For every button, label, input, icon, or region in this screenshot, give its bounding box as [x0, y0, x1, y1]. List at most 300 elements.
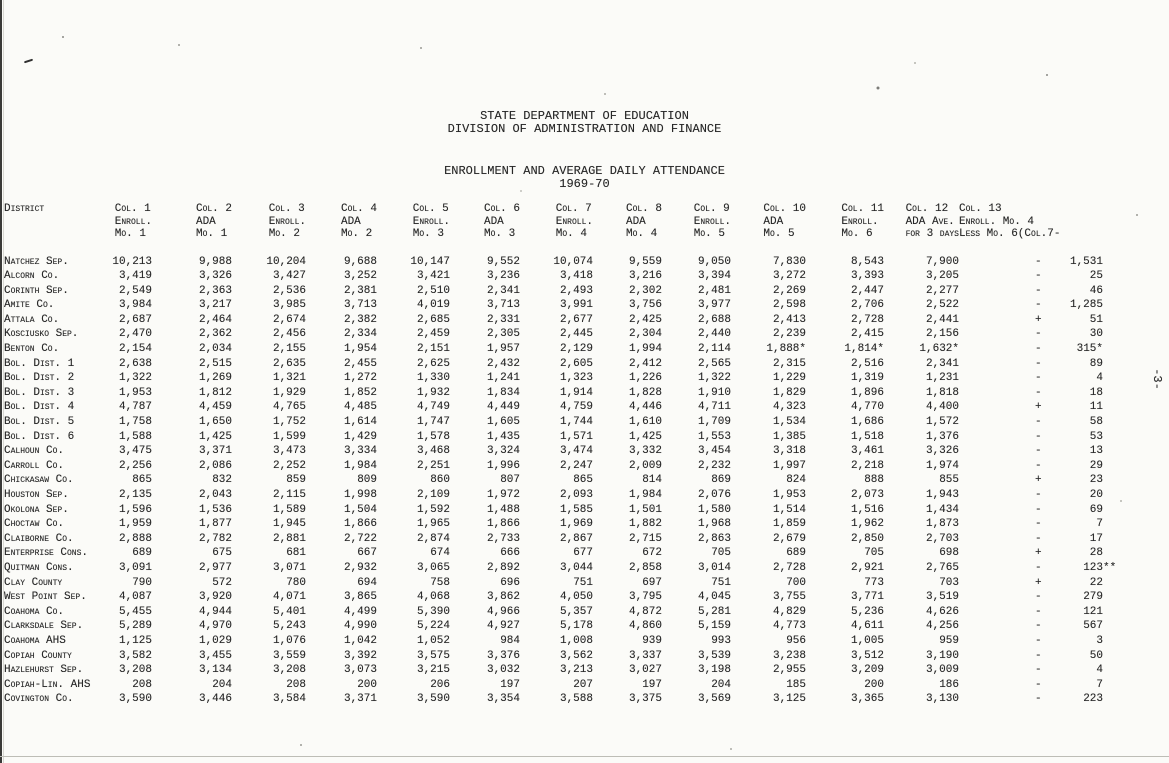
value-cell: 2,412 — [628, 357, 662, 370]
diff-value-cell: 4 — [1096, 664, 1103, 677]
value-cell: 3,446 — [198, 693, 232, 706]
diff-sign-cell: - — [1035, 620, 1042, 633]
diff-value-cell: 53 — [1089, 430, 1103, 443]
value-cell: 2,315 — [772, 357, 806, 370]
value-cell: 186 — [939, 678, 959, 691]
value-cell: 1,536 — [198, 503, 232, 516]
value-cell: 2,043 — [198, 489, 232, 501]
column-header-1: Col. 1 Enroll. Mo. 1 — [114, 203, 152, 240]
value-cell: 1,932 — [416, 386, 450, 399]
value-cell: 1,758 — [118, 416, 152, 429]
value-cell: 956 — [786, 634, 806, 647]
value-cell: 705 — [711, 547, 731, 560]
value-cell: 1,269 — [198, 372, 232, 385]
value-cell: 2,722 — [343, 532, 377, 545]
table-row — [4, 371, 1163, 386]
value-cell: 2,302 — [628, 284, 662, 297]
value-cell: 1,231 — [925, 372, 959, 385]
diff-note-cell — [1103, 269, 1163, 284]
district-cell: Enterprise Cons. — [4, 547, 89, 560]
diff-sign-cell: - — [1035, 678, 1042, 691]
diff-value-cell: 13 — [1089, 445, 1103, 458]
value-cell: 1,229 — [772, 372, 806, 385]
value-cell: 4,860 — [628, 620, 662, 633]
value-cell: 4,749 — [416, 401, 450, 414]
value-cell: 4,970 — [198, 620, 232, 633]
value-cell: 4,068 — [416, 591, 450, 604]
value-cell: 2,441 — [925, 313, 959, 326]
value-cell: 780 — [286, 576, 306, 589]
value-cell: 2,874 — [416, 532, 450, 545]
value-cell: 1,571 — [559, 430, 593, 443]
value-cell: 4,787 — [118, 401, 152, 414]
value-cell: 4,966 — [486, 605, 520, 618]
district-cell: Okolona Sep. — [4, 503, 69, 516]
value-cell: 2,858 — [628, 561, 662, 574]
district-cell: Chickasaw Co. — [4, 474, 74, 487]
value-cell: 4,711 — [697, 401, 731, 414]
value-cell: 2,155 — [272, 343, 306, 356]
value-cell: 1,596 — [118, 503, 152, 516]
value-cell: 4,759 — [559, 401, 593, 414]
diff-sign-cell: - — [1035, 591, 1042, 604]
value-cell: 674 — [430, 547, 450, 560]
value-cell: 2,363 — [198, 284, 232, 297]
value-cell: 2,432 — [486, 357, 520, 370]
column-header-8: Col. 8 ADA Mo. 4 — [625, 203, 662, 240]
value-cell: 1,052 — [416, 634, 450, 647]
value-cell: 1,005 — [850, 634, 884, 647]
value-cell: 694 — [357, 576, 377, 589]
value-cell: 1,943 — [925, 489, 959, 501]
col13-spacer — [959, 298, 1035, 313]
col13-spacer — [959, 619, 1035, 634]
value-cell: 3,991 — [559, 299, 593, 312]
value-cell: 2,635 — [272, 357, 306, 370]
value-cell: 3,468 — [416, 445, 450, 458]
value-cell: 4,829 — [772, 605, 806, 618]
value-cell: 3,365 — [850, 693, 884, 706]
diff-sign-cell: + — [1035, 474, 1042, 487]
table-row — [4, 342, 1163, 357]
value-cell: 2,076 — [697, 489, 731, 501]
value-cell: 3,326 — [925, 445, 959, 458]
value-cell: 3,044 — [559, 561, 593, 574]
value-cell: 2,334 — [343, 328, 377, 341]
value-cell: 3,134 — [198, 664, 232, 677]
value-cell: 3,009 — [925, 664, 959, 677]
diff-note-cell — [1103, 619, 1163, 634]
value-cell: 1,744 — [559, 416, 593, 429]
table-row — [4, 488, 1163, 503]
district-cell: Carroll Co. — [4, 459, 65, 472]
value-cell: 9,050 — [697, 255, 731, 268]
diff-note-cell — [1103, 576, 1163, 591]
value-cell: 3,862 — [486, 591, 520, 604]
table-row — [4, 532, 1163, 547]
value-cell: 689 — [132, 547, 152, 560]
diff-note-cell — [1103, 430, 1163, 445]
diff-sign-cell: - — [1035, 503, 1042, 516]
district-cell: Benton Co. — [4, 343, 60, 356]
value-cell: 3,393 — [850, 270, 884, 283]
value-cell: 5,281 — [697, 605, 731, 618]
value-cell: 2,493 — [559, 284, 593, 297]
col13-spacer — [959, 357, 1035, 372]
value-cell: 1,425 — [628, 430, 662, 443]
value-cell: 1,984 — [343, 459, 377, 472]
value-cell: 3,332 — [628, 445, 662, 458]
diff-note-cell — [1103, 327, 1163, 342]
value-cell: 5,357 — [559, 605, 593, 618]
value-cell: 1,866 — [486, 518, 520, 531]
value-cell: 3,559 — [272, 649, 306, 662]
value-cell: 1,866 — [343, 518, 377, 531]
district-cell: Houston Sep. — [4, 489, 69, 501]
value-cell: 2,247 — [559, 459, 593, 472]
diff-sign-cell: - — [1035, 430, 1042, 443]
district-cell: Claiborne Co. — [4, 532, 74, 545]
diff-sign-cell: + — [1035, 547, 1042, 560]
district-column-header: District — [4, 203, 45, 215]
value-cell: 1,812 — [198, 386, 232, 399]
table-row — [4, 619, 1163, 634]
col13-spacer — [959, 576, 1035, 591]
value-cell: 2,522 — [925, 299, 959, 312]
value-cell: 3,512 — [850, 649, 884, 662]
division-title: DIVISION OF ADMINISTRATION AND FINANCE — [447, 122, 722, 136]
value-cell: 1,968 — [697, 518, 731, 531]
value-cell: 3,252 — [343, 270, 377, 283]
value-cell: 7,830 — [772, 255, 806, 268]
value-cell: 5,224 — [416, 620, 450, 633]
value-cell: 2,679 — [772, 532, 806, 545]
diff-note-cell — [1103, 532, 1163, 547]
value-cell: 2,456 — [272, 328, 306, 341]
value-cell: 675 — [212, 547, 232, 560]
value-cell: 5,401 — [272, 605, 306, 618]
value-cell: 200 — [357, 678, 377, 691]
value-cell: 3,421 — [416, 270, 450, 283]
col13-spacer — [959, 313, 1035, 328]
value-cell: 2,782 — [198, 532, 232, 545]
value-cell: 3,324 — [486, 445, 520, 458]
district-cell: Alcorn Co. — [4, 270, 60, 283]
agency-title: STATE DEPARTMENT OF EDUCATION — [480, 109, 689, 123]
value-cell: 700 — [786, 576, 806, 589]
diff-value-cell: 58 — [1089, 416, 1103, 429]
value-cell: 1,972 — [486, 489, 520, 501]
value-cell: 1,954 — [343, 343, 377, 356]
value-cell: 4,050 — [559, 591, 593, 604]
value-cell: 10,204 — [266, 255, 306, 268]
value-cell: 689 — [786, 547, 806, 560]
value-cell: 2,341 — [925, 357, 959, 370]
value-cell: 4,770 — [850, 401, 884, 414]
diff-sign-cell: - — [1035, 664, 1042, 677]
value-cell: 3,519 — [925, 591, 959, 604]
value-cell: 2,073 — [850, 489, 884, 501]
value-cell: 2,728 — [772, 561, 806, 574]
value-cell: 705 — [864, 547, 884, 560]
value-cell: 2,605 — [559, 357, 593, 370]
document-header — [0, 110, 1169, 136]
table-row — [4, 284, 1163, 299]
value-cell: 2,549 — [118, 284, 152, 297]
value-cell: 1,029 — [198, 634, 232, 647]
value-cell: 1,888* — [766, 343, 806, 356]
value-cell: 1,322 — [697, 372, 731, 385]
diff-value-cell: 28 — [1089, 547, 1103, 560]
school-year: 1969-70 — [559, 177, 610, 191]
diff-sign-cell: - — [1035, 416, 1042, 429]
value-cell: 1,585 — [559, 503, 593, 516]
col13-spacer — [959, 546, 1035, 561]
value-cell: 666 — [500, 547, 520, 560]
diff-value-cell: 17 — [1089, 532, 1103, 545]
value-cell: 4,446 — [628, 401, 662, 414]
value-cell: 2,154 — [118, 343, 152, 356]
value-cell: 1,599 — [272, 430, 306, 443]
value-cell: 4,045 — [697, 591, 731, 604]
value-cell: 9,688 — [343, 255, 377, 268]
district-cell: Kosciusko Sep. — [4, 328, 79, 341]
diff-value-cell: 3 — [1096, 634, 1103, 647]
value-cell: 1,945 — [272, 518, 306, 531]
diff-note-cell — [1103, 415, 1163, 430]
diff-sign-cell: - — [1035, 445, 1042, 458]
value-cell: 1,873 — [925, 518, 959, 531]
value-cell: 3,713 — [486, 299, 520, 312]
value-cell: 3,584 — [272, 693, 306, 706]
value-cell: 2,232 — [697, 459, 731, 472]
value-cell: 2,728 — [850, 313, 884, 326]
district-cell: Bol. Dist. 2 — [4, 372, 75, 385]
value-cell: 698 — [939, 547, 959, 560]
value-cell: 860 — [430, 474, 450, 487]
value-cell: 855 — [939, 474, 959, 487]
value-cell: 2,331 — [486, 313, 520, 326]
diff-note-cell — [1103, 371, 1163, 386]
diff-value-cell: 51 — [1089, 313, 1103, 326]
value-cell: 3,539 — [697, 649, 731, 662]
value-cell: 807 — [500, 474, 520, 487]
district-cell: Bol. Dist. 6 — [4, 430, 75, 443]
value-cell: 208 — [286, 678, 306, 691]
value-cell: 2,114 — [697, 343, 731, 356]
table-row — [4, 678, 1163, 693]
value-cell: 4,773 — [772, 620, 806, 633]
value-cell: 2,135 — [118, 489, 152, 501]
diff-note-cell — [1103, 298, 1163, 313]
value-cell: 1,852 — [343, 386, 377, 399]
value-cell: 1,434 — [925, 503, 959, 516]
value-cell: 2,625 — [416, 357, 450, 370]
value-cell: 197 — [642, 678, 662, 691]
col13-spacer — [959, 371, 1035, 386]
value-cell: 3,984 — [118, 299, 152, 312]
value-cell: 9,552 — [486, 255, 520, 268]
value-cell: 3,392 — [343, 649, 377, 662]
diff-value-cell: 123 — [1083, 561, 1103, 574]
value-cell: 1,226 — [628, 372, 662, 385]
col13-spacer — [959, 269, 1035, 284]
diff-sign-cell: - — [1035, 693, 1042, 706]
value-cell: 1,516 — [850, 503, 884, 516]
value-cell: 984 — [500, 634, 520, 647]
value-cell: 572 — [212, 576, 232, 589]
value-cell: 2,459 — [416, 328, 450, 341]
value-cell: 2,536 — [272, 284, 306, 297]
value-cell: 1,962 — [850, 518, 884, 531]
value-cell: 3,318 — [772, 445, 806, 458]
diff-sign-cell: + — [1035, 576, 1042, 589]
value-cell: 2,715 — [628, 532, 662, 545]
value-cell: 4,944 — [198, 605, 232, 618]
table-row — [4, 561, 1163, 576]
value-cell: 1,589 — [272, 503, 306, 516]
value-cell: 959 — [939, 634, 959, 647]
value-cell: 3,427 — [272, 270, 306, 283]
diff-value-cell: 18 — [1089, 386, 1103, 399]
value-cell: 10,074 — [553, 255, 593, 268]
value-cell: 2,381 — [343, 284, 377, 297]
column-header-7: Col. 7 Enroll. Mo. 4 — [555, 203, 593, 240]
value-cell: 3,334 — [343, 445, 377, 458]
value-cell: 2,425 — [628, 313, 662, 326]
value-cell: 3,337 — [628, 649, 662, 662]
column-header-9: Col. 9 Enroll. Mo. 5 — [693, 203, 731, 240]
value-cell: 2,733 — [486, 532, 520, 545]
value-cell: 3,461 — [850, 445, 884, 458]
value-cell: 1,321 — [272, 372, 306, 385]
col13-spacer — [959, 517, 1035, 532]
table-row — [4, 473, 1163, 488]
value-cell: 7,900 — [925, 255, 959, 268]
diff-note-cell — [1103, 459, 1163, 474]
diff-sign-cell: - — [1035, 284, 1042, 297]
district-cell: Corinth Sep. — [4, 284, 69, 297]
table-row — [4, 546, 1163, 561]
value-cell: 5,289 — [118, 620, 152, 633]
value-cell: 1,828 — [628, 386, 662, 399]
diff-value-cell: 89 — [1089, 357, 1103, 370]
diff-note-cell — [1103, 357, 1163, 372]
diff-note-cell — [1103, 400, 1163, 415]
diff-value-cell: 25 — [1089, 270, 1103, 283]
table-row — [4, 576, 1163, 591]
diff-note-cell — [1103, 284, 1163, 299]
value-cell: 1,998 — [343, 489, 377, 501]
value-cell: 4,499 — [343, 605, 377, 618]
value-cell: 3,091 — [118, 561, 152, 574]
value-cell: 703 — [939, 576, 959, 589]
value-cell: 2,888 — [118, 532, 152, 545]
value-cell: 2,415 — [850, 328, 884, 341]
col13-spacer — [959, 459, 1035, 474]
col13-spacer — [959, 649, 1035, 664]
diff-sign-cell: - — [1035, 270, 1042, 283]
value-cell: 5,243 — [272, 620, 306, 633]
value-cell: 2,362 — [198, 328, 232, 341]
value-cell: 1,504 — [343, 503, 377, 516]
value-cell: 9,559 — [628, 255, 662, 268]
diff-value-cell: 46 — [1089, 284, 1103, 297]
col13-spacer — [959, 488, 1035, 503]
value-cell: 824 — [786, 474, 806, 487]
value-cell: 2,304 — [628, 328, 662, 341]
value-cell: 1,376 — [925, 430, 959, 443]
value-cell: 993 — [711, 634, 731, 647]
value-cell: 4,449 — [486, 401, 520, 414]
district-cell: Choctaw Co. — [4, 518, 65, 531]
value-cell: 1,272 — [343, 372, 377, 385]
value-cell: 2,481 — [697, 284, 731, 297]
value-cell: 1,709 — [697, 416, 731, 429]
diff-sign-cell: + — [1035, 313, 1042, 326]
report-header — [0, 165, 1169, 191]
col13-spacer — [959, 605, 1035, 620]
value-cell: 1,580 — [697, 503, 731, 516]
column-header-3: Col. 3 Enroll. Mo. 2 — [268, 203, 306, 240]
value-cell: 4,872 — [628, 605, 662, 618]
diff-value-cell: 50 — [1089, 649, 1103, 662]
value-cell: 751 — [573, 576, 593, 589]
value-cell: 2,086 — [198, 459, 232, 472]
value-cell: 758 — [430, 576, 450, 589]
value-cell: 3,771 — [850, 591, 884, 604]
value-cell: 3,125 — [772, 693, 806, 706]
value-cell: 1,859 — [772, 518, 806, 531]
col13-spacer — [959, 400, 1035, 415]
table-row — [4, 269, 1163, 284]
col13-spacer — [959, 327, 1035, 342]
table-row — [4, 313, 1163, 328]
value-cell: 3,208 — [272, 664, 306, 677]
diff-note-cell — [1103, 590, 1163, 605]
value-cell: 696 — [500, 576, 520, 589]
value-cell: 859 — [286, 474, 306, 487]
value-cell: 1,125 — [118, 634, 152, 647]
table-header — [4, 203, 1163, 255]
value-cell: 2,706 — [850, 299, 884, 312]
value-cell: 3,582 — [118, 649, 152, 662]
diff-sign-cell: - — [1035, 255, 1042, 268]
value-cell: 1,319 — [850, 372, 884, 385]
value-cell: 4,485 — [343, 401, 377, 414]
col13-spacer — [959, 284, 1035, 299]
value-cell: 677 — [573, 547, 593, 560]
value-cell: 3,272 — [772, 270, 806, 283]
value-cell: 1,385 — [772, 430, 806, 443]
col13-spacer — [959, 532, 1035, 547]
column-header-12: Col. 12 ADA Ave. for 3 days — [905, 203, 959, 240]
value-cell: 1,429 — [343, 430, 377, 443]
value-cell: 2,269 — [772, 284, 806, 297]
diff-value-cell: 279 — [1083, 591, 1103, 604]
diff-sign-cell: - — [1035, 343, 1042, 356]
diff-note-cell — [1103, 517, 1163, 532]
value-cell: 3,590 — [118, 693, 152, 706]
value-cell: 1,959 — [118, 518, 152, 531]
diff-sign-cell: + — [1035, 401, 1042, 414]
value-cell: 4,765 — [272, 401, 306, 414]
value-cell: 1,605 — [486, 416, 520, 429]
value-cell: 2,765 — [925, 561, 959, 574]
value-cell: 1,592 — [416, 503, 450, 516]
value-cell: 3,073 — [343, 664, 377, 677]
column-header-10: Col. 10 ADA Mo. 5 — [763, 203, 806, 240]
